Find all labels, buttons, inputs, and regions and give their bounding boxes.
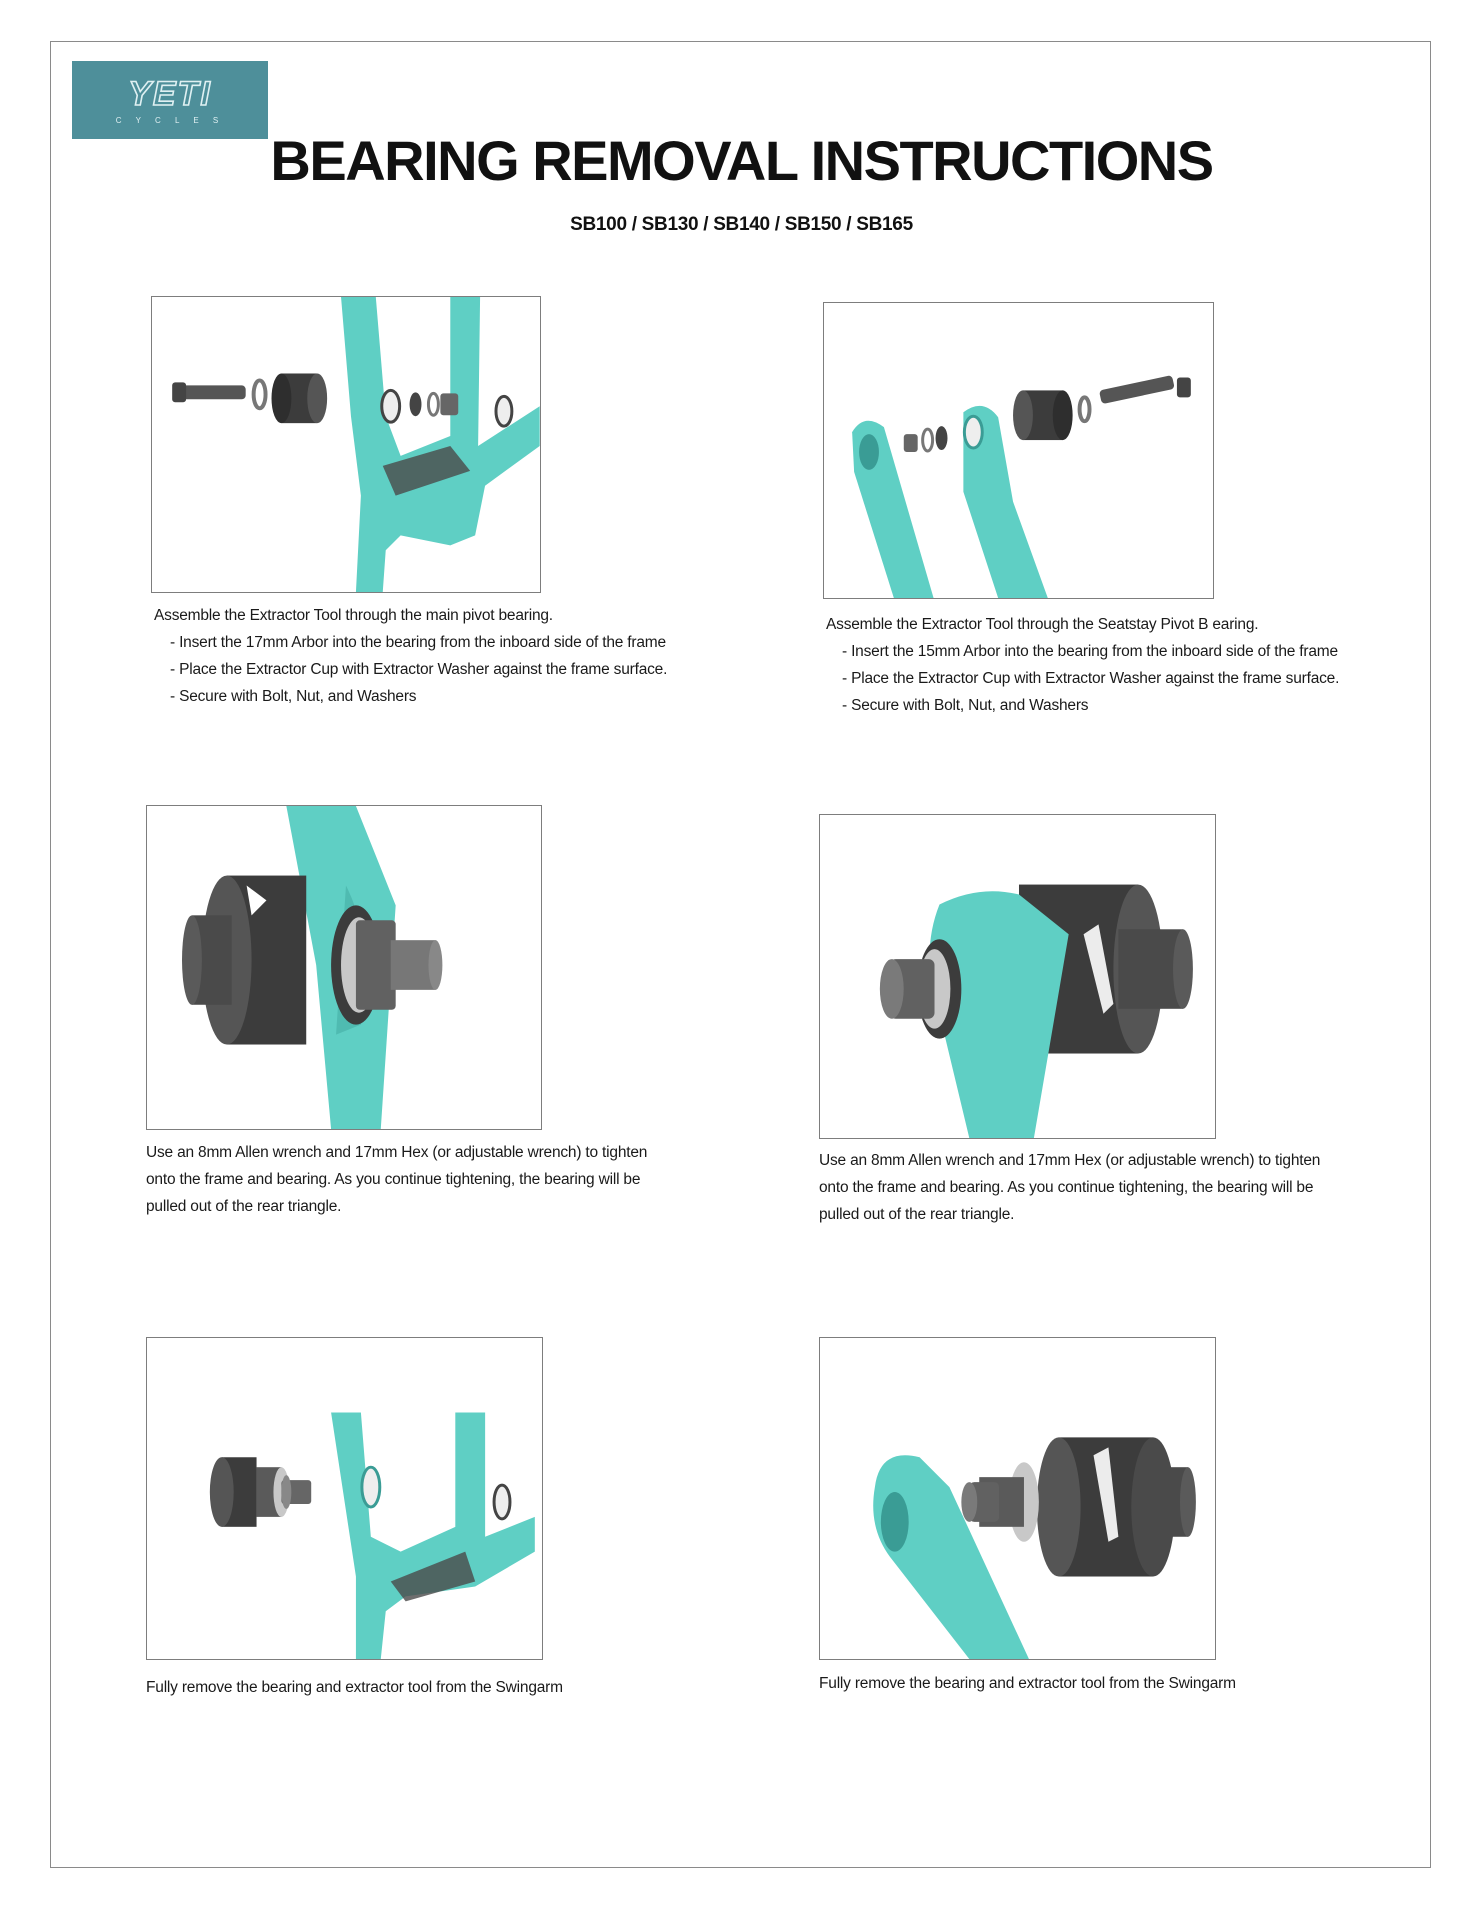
caption-bullet: - Secure with Bolt, Nut, and Washers: [842, 697, 1089, 714]
model-list: SB100 / SB130 / SB140 / SB150 / SB165: [570, 214, 913, 235]
caption-line: onto the frame and bearing. As you continue tightening, the bearing will be: [819, 1179, 1314, 1196]
caption-line: Fully remove the bearing and extractor tool from the Swingarm: [819, 1675, 1236, 1692]
caption-step1-right: [826, 611, 1339, 719]
photo-seatstay-pivot-assembly: [823, 302, 1214, 599]
caption-line: onto the frame and bearing. As you continue tightening, the bearing will be: [146, 1171, 641, 1188]
logo-wordmark: YETI: [128, 75, 212, 113]
caption-line: Use an 8mm Allen wrench and 17mm Hex (or adjustable wrench) to tighten: [146, 1144, 648, 1161]
caption-line: Fully remove the bearing and extractor tool from the Swingarm: [146, 1679, 563, 1696]
photo-seatstay-pivot-tighten: [819, 814, 1216, 1139]
caption-bullet: - Insert the 17mm Arbor into the bearing from the inboard side of the frame: [170, 634, 666, 651]
photo-seatstay-pivot-removed: [819, 1337, 1216, 1660]
caption-bullet: - Secure with Bolt, Nut, and Washers: [170, 688, 417, 705]
caption-step3-right: [819, 1670, 1236, 1697]
logo-subtext: C Y C L E S: [115, 116, 225, 125]
caption-step3-left: [146, 1674, 563, 1701]
caption-line: pulled out of the rear triangle.: [819, 1206, 1015, 1223]
caption-bullet: - Place the Extractor Cup with Extractor Washer against the frame surface.: [842, 670, 1340, 687]
photo-main-pivot-removed: [146, 1337, 543, 1660]
caption-step2-left: [146, 1139, 647, 1220]
photo-main-pivot-tighten: [146, 805, 542, 1130]
page-title: BEARING REMOVAL INSTRUCTIONS: [270, 129, 1213, 192]
caption-bullet: - Place the Extractor Cup with Extractor Washer against the frame surface.: [170, 661, 668, 678]
caption-intro: Assemble the Extractor Tool through the Seatstay Pivot B earing.: [826, 616, 1259, 633]
caption-bullet: - Insert the 15mm Arbor into the bearing from the inboard side of the frame: [842, 643, 1338, 660]
caption-step2-right: [819, 1147, 1320, 1228]
photo-main-pivot-assembly: [151, 296, 541, 593]
caption-line: pulled out of the rear triangle.: [146, 1198, 342, 1215]
caption-step1-left: [154, 602, 667, 710]
caption-line: Use an 8mm Allen wrench and 17mm Hex (or adjustable wrench) to tighten: [819, 1152, 1321, 1169]
caption-intro: Assemble the Extractor Tool through the main pivot bearing.: [154, 607, 553, 624]
